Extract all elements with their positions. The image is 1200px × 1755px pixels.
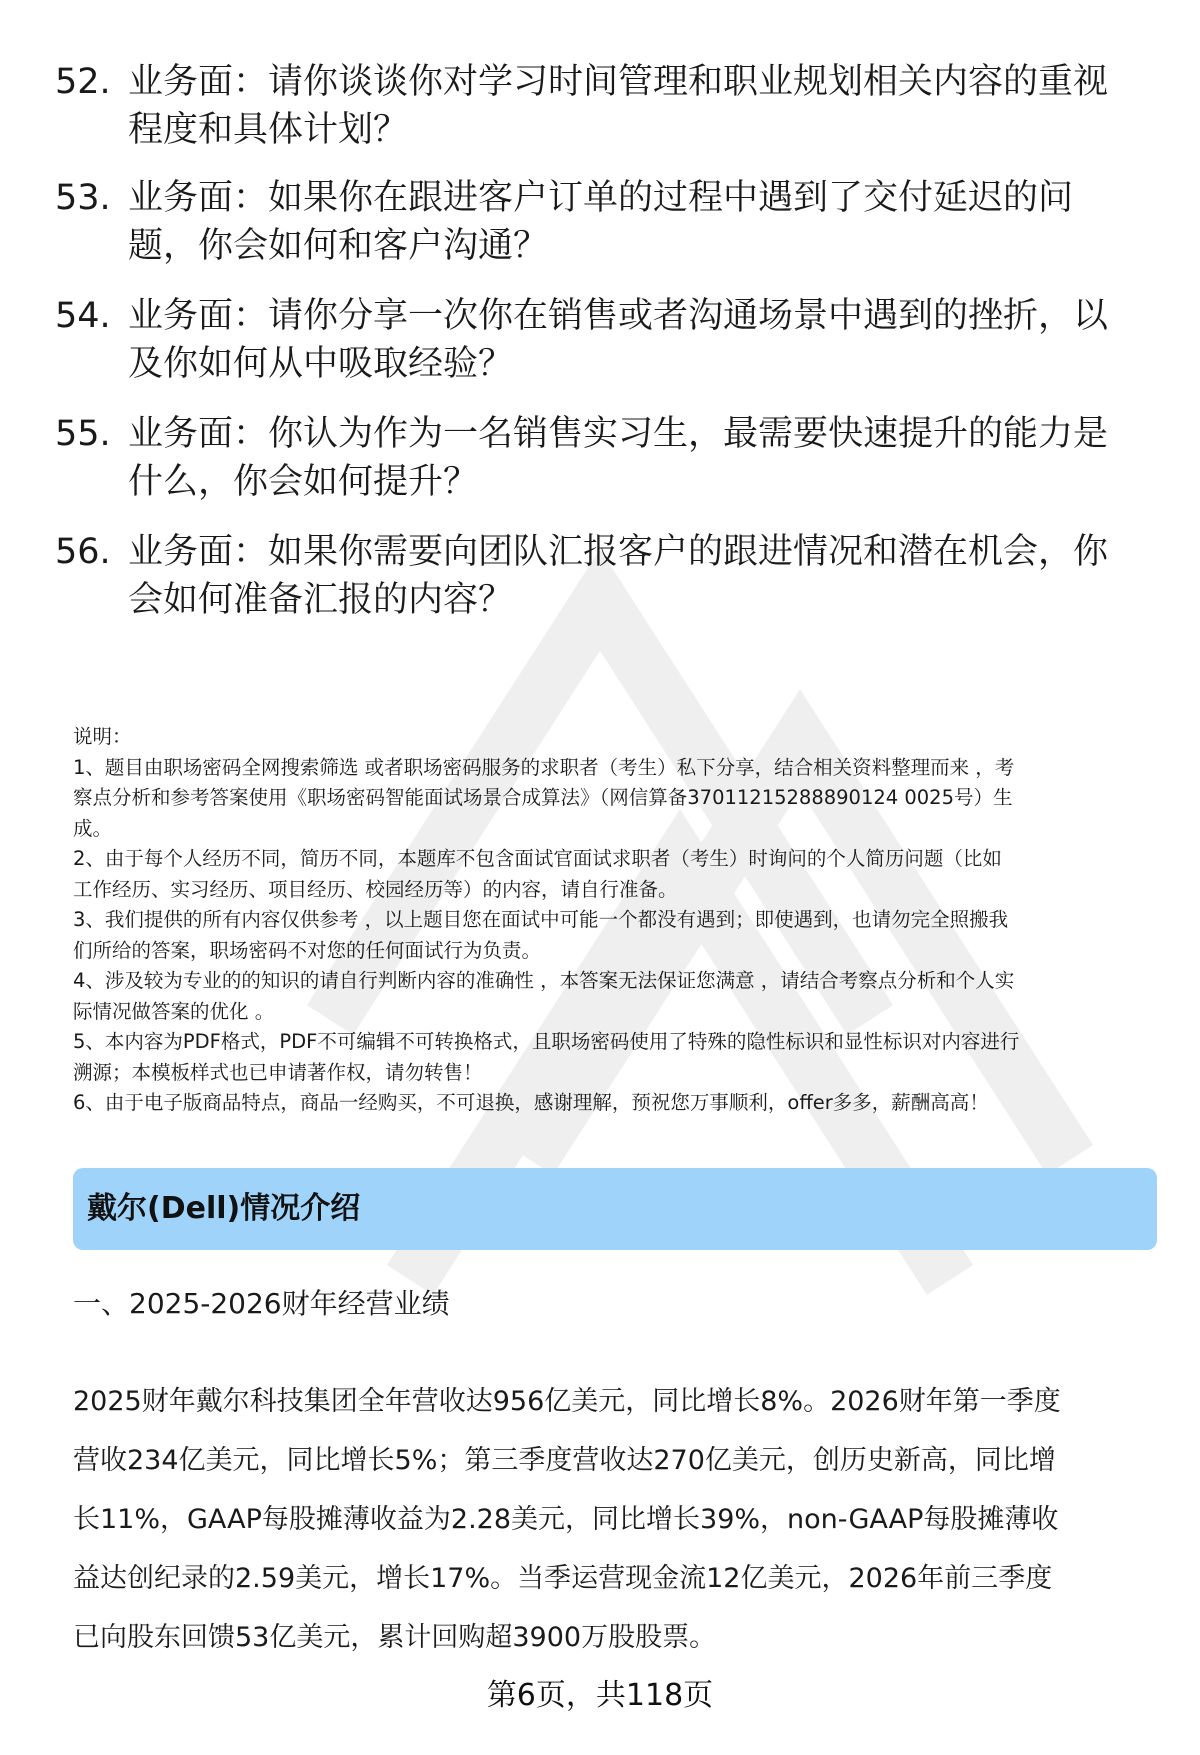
notes-line: 们所给的答案，职场密码不对您的任何面试行为负责。 [73,938,542,962]
question-line: 业务面：你认为作为一名销售实习生，最需要快速提升的能力是 [128,414,1109,454]
notes-line: 6、由于电子版商品特点，商品一经购买，不可退换，感谢理解，预祝您万事顺利，offer多多，薪酬高高！ [73,1091,989,1114]
question-item [55,292,1155,388]
question-number: 53. [55,178,111,218]
paragraph-line: 益达创纪录的2.59美元，增长17%。当季运营现金流12亿美元，2026年前三季度 [73,1563,1053,1594]
paragraph-line: 2025财年戴尔科技集团全年营收达956亿美元，同比增长8%。2026财年第一季度 [73,1386,1061,1417]
question-line: 业务面：请你谈谈你对学习时间管理和职业规划相关内容的重视 [128,62,1109,102]
question-line: 程度和具体计划？ [128,110,409,150]
question-item [55,58,1155,154]
notes-line: 4、涉及较为专业的的知识的请自行判断内容的准确性 ，本答案无法保证您满意 ，请结合考察点分析和个人实 [73,969,1015,992]
question-number: 52. [55,62,111,102]
notes-line: 1、题目由职场密码全网搜索筛选 或者职场密码服务的求职者（考生）私下分享，结合相关资料整理而来 ，考 [73,755,1015,779]
section-paragraph [73,1372,1163,1667]
question-line: 业务面：请你分享一次你在销售或者沟通场景中遇到的挫折，以 [128,296,1109,336]
question-line: 题，你会如何和客户沟通？ [128,226,549,266]
question-line: 及你如何从中吸取经验？ [128,344,514,384]
question-line: 什么，你会如何提升？ [128,462,479,502]
question-line: 业务面：如果你需要向团队汇报客户的跟进情况和潜在机会，你 [128,532,1109,572]
notes-line: 5、本内容为PDF格式，PDF不可编辑不可转换格式，且职场密码使用了特殊的隐性标识和显性标识对内容进行 [73,1030,1020,1053]
notes-line: 际情况做答案的优化 。 [73,999,275,1023]
notes-line: 3、我们提供的所有内容仅供参考 ，以上题目您在面试中可能一个都没有遇到；即使遇到，也请勿完全照搬我 [73,908,1009,931]
notes-line: 工作经历、实习经历、项目经历、校园经历等）的内容，请自行准备。 [73,877,678,901]
question-number: 55. [55,414,111,454]
question-number: 56. [55,532,111,572]
notes-line: 察点分析和参考答案使用《职场密码智能面试场景合成算法》（网信算备37011215288890124 0025号）生 [73,786,1013,809]
notes-line: 溯源；本模板样式也已申请著作权，请勿转售！ [73,1060,483,1084]
disclaimer-notes [73,722,1163,1119]
notes-title: 说明： [73,725,132,748]
paragraph-line: 长11%，GAAP每股摊薄收益为2.28美元，同比增长39%，non-GAAP每股摊薄收 [73,1504,1059,1535]
question-line: 业务面：如果你在跟进客户订单的过程中遇到了交付延迟的问 [128,178,1074,218]
section-banner [73,1168,1157,1250]
notes-line: 成。 [73,816,113,840]
notes-line: 2、由于每个人经历不同，简历不同，本题库不包含面试官面试求职者（考生）时询问的个人简历问题（比如 [73,847,1002,870]
paragraph-line: 营收234亿美元，同比增长5%；第三季度营收达270亿美元，创历史新高，同比增 [73,1445,1056,1476]
page-indicator: 第6页，共118页 [486,1678,714,1713]
question-item [55,174,1155,270]
question-item [55,528,1155,624]
banner-title: 戴尔(Dell)情况介绍 [87,1191,361,1226]
paragraph-line: 已向股东回馈53亿美元，累计回购超3900万股股票。 [73,1622,717,1653]
question-number: 54. [55,296,111,336]
question-line: 会如何准备汇报的内容？ [128,580,514,620]
question-item [55,410,1155,506]
section-heading: 一、2025-2026财年经营业绩 [73,1287,450,1320]
